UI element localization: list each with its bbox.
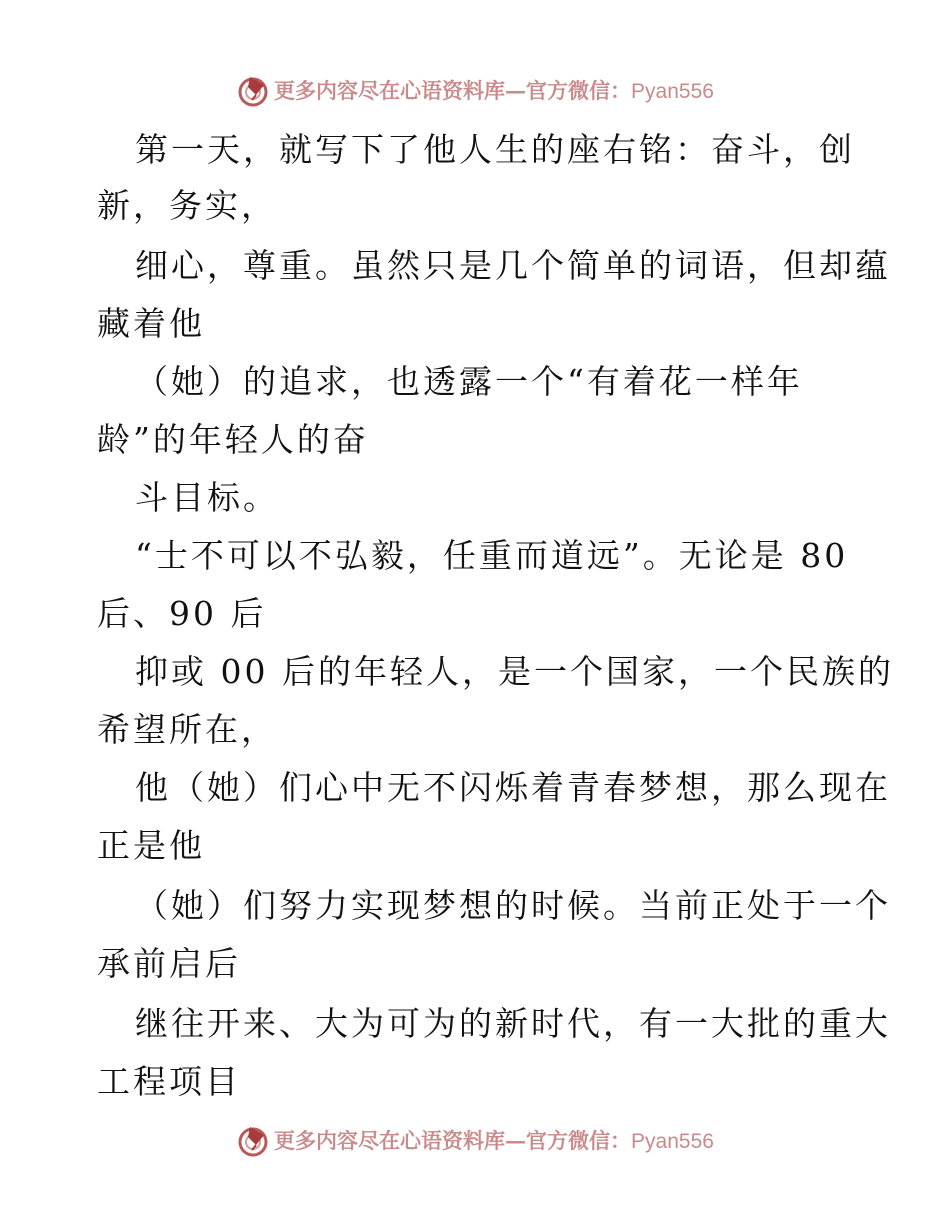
text-line: 新，务实，: [97, 186, 277, 225]
pen-nib-circle-icon: [236, 1123, 270, 1157]
text-line: 继往开来、大为可为的新时代，有一大批的重大: [135, 1004, 891, 1043]
text-line: 他（她）们心中无不闪烁着青春梦想，那么现在: [135, 768, 891, 807]
text-line: “士不可以不弘毅，任重而道远”。无论是 80: [135, 536, 849, 575]
footer-watermark-banner: [0, 1120, 950, 1160]
text-line: 斗目标。: [135, 478, 279, 517]
text-line: （她）们努力实现梦想的时候。当前正处于一个: [135, 886, 891, 925]
text-line: 工程项目: [97, 1062, 241, 1101]
pen-nib-circle-icon: [236, 73, 270, 107]
footer-watermark-text: 更多内容尽在心语资料库—官方微信：Pyan556: [274, 1128, 714, 1153]
header-watermark-text: 更多内容尽在心语资料库—官方微信：Pyan556: [274, 78, 714, 103]
text-line: 第一天，就写下了他人生的座右铭：奋斗，创: [135, 130, 855, 169]
text-line: 希望所在，: [97, 710, 277, 749]
text-line: 细心，尊重。虽然只是几个简单的词语，但却蕴: [135, 246, 891, 285]
text-line: 抑或 00 后的年轻人，是一个国家，一个民族的: [135, 652, 894, 691]
text-line: 正是他: [97, 826, 205, 865]
text-line: 藏着他: [97, 304, 205, 343]
text-line: 后、90 后: [97, 594, 267, 633]
text-line: 龄”的年轻人的奋: [97, 420, 369, 459]
text-line: （她）的追求，也透露一个“有着花一样年: [135, 362, 803, 401]
header-watermark-banner: [0, 70, 950, 110]
text-line: 承前启后: [97, 944, 241, 983]
